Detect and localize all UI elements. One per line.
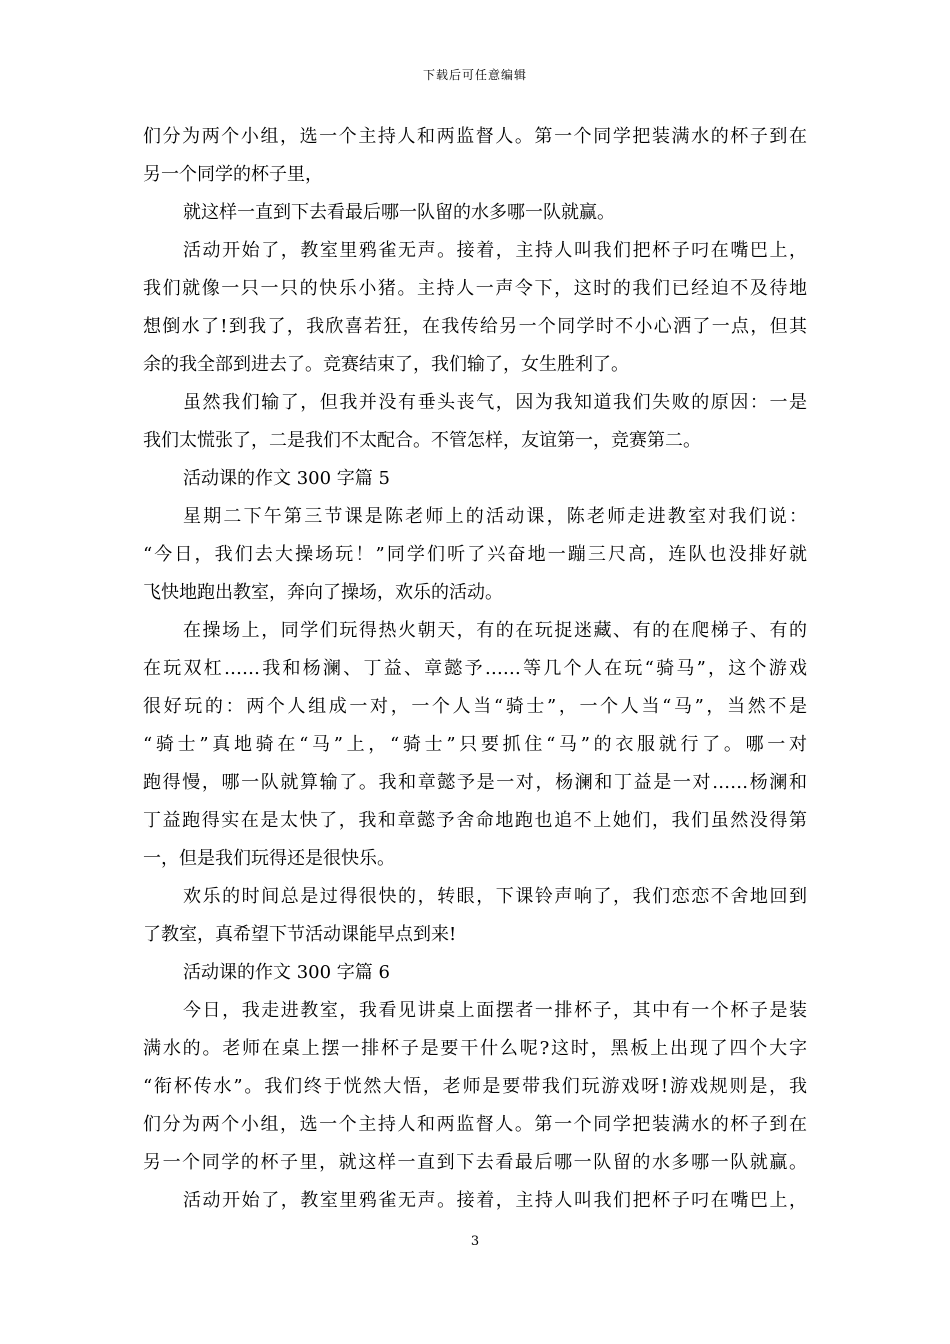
text-line: 虽然我们输了，但我并没有垂头丧气，因为我知道我们失败的原因：一是 xyxy=(183,392,807,413)
page-header: 下载后可任意编辑 xyxy=(422,68,527,82)
text-line: 另一个同学的杯子里，就这样一直到下去看最后哪一队留的水多哪一队就赢。 xyxy=(143,1152,807,1173)
page-number: 3 xyxy=(470,1234,480,1249)
text-line: 星期二下午第三节课是陈老师上的活动课，陈老师走进教室对我们说： xyxy=(183,506,807,527)
text-line: “衔杯传水”。我们终于恍然大悟，老师是要带我们玩游戏呀!游戏规则是，我 xyxy=(143,1076,807,1097)
text-line: 就这样一直到下去看最后哪一队留的水多哪一队就赢。 xyxy=(183,202,615,223)
text-line: 我们就像一只一只的快乐小猪。主持人一声令下，这时的我们已经迫不及待地 xyxy=(143,278,807,299)
text-line: 余的我全部到进去了。竞赛结束了，我们输了，女生胜利了。 xyxy=(143,354,629,375)
text-line: 很好玩的：两个人组成一对，一个人当“骑士”，一个人当“马”，当然不是 xyxy=(143,696,807,717)
text-line: 活动开始了，教室里鸦雀无声。接着，主持人叫我们把杯子叼在嘴巴上， xyxy=(183,1190,807,1211)
text-line: 跑得慢，哪一队就算输了。我和章懿予是一对，杨澜和丁益是一对……杨澜和 xyxy=(143,772,807,793)
text-line: 想倒水了!到我了，我欣喜若狂，在我传给另一个同学时不小心洒了一点，但其 xyxy=(143,316,807,337)
text-line: 一，但是我们玩得还是很快乐。 xyxy=(143,848,395,869)
text-line: 今日，我走进教室，我看见讲桌上面摆者一排杯子，其中有一个杯子是装 xyxy=(183,1000,807,1021)
text-line: 丁益跑得实在是太快了，我和章懿予舍命地跑也追不上她们，我们虽然没得第 xyxy=(143,810,807,831)
document-body xyxy=(143,118,807,1220)
text-line: 满水的。老师在桌上摆一排杯子是要干什么呢?这时，黑板上出现了四个大字 xyxy=(143,1038,807,1059)
text-line: 活动课的作文 300 字篇 6 xyxy=(183,962,390,983)
text-line: 们分为两个小组，选一个主持人和两监督人。第一个同学把装满水的杯子到在 xyxy=(143,1114,807,1135)
text-line: 们分为两个小组，选一个主持人和两监督人。第一个同学把装满水的杯子到在 xyxy=(143,126,807,147)
text-line: 飞快地跑出教室，奔向了操场，欢乐的活动。 xyxy=(143,582,503,603)
text-line: 了教室，真希望下节活动课能早点到来! xyxy=(143,924,457,945)
text-line: 活动开始了，教室里鸦雀无声。接着，主持人叫我们把杯子叼在嘴巴上， xyxy=(183,240,807,261)
text-line: 活动课的作文 300 字篇 5 xyxy=(183,468,390,489)
text-line: 我们太慌张了，二是我们不太配合。不管怎样，友谊第一，竞赛第二。 xyxy=(143,430,701,451)
text-line: 另一个同学的杯子里， xyxy=(143,164,323,185)
text-line: 在操场上，同学们玩得热火朝天，有的在玩捉迷藏、有的在爬梯子、有的 xyxy=(183,620,807,641)
text-line: “骑士”真地骑在“马”上，“骑士”只要抓住“马”的衣服就行了。哪一对 xyxy=(143,734,807,755)
text-line: “今日，我们去大操场玩！”同学们听了兴奋地一蹦三尺高，连队也没排好就 xyxy=(143,544,807,565)
text-line: 欢乐的时间总是过得很快的，转眼，下课铃声响了，我们恋恋不舍地回到 xyxy=(183,886,807,907)
text-line: 在玩双杠……我和杨澜、丁益、章懿予……等几个人在玩“骑马”，这个游戏 xyxy=(143,658,807,679)
